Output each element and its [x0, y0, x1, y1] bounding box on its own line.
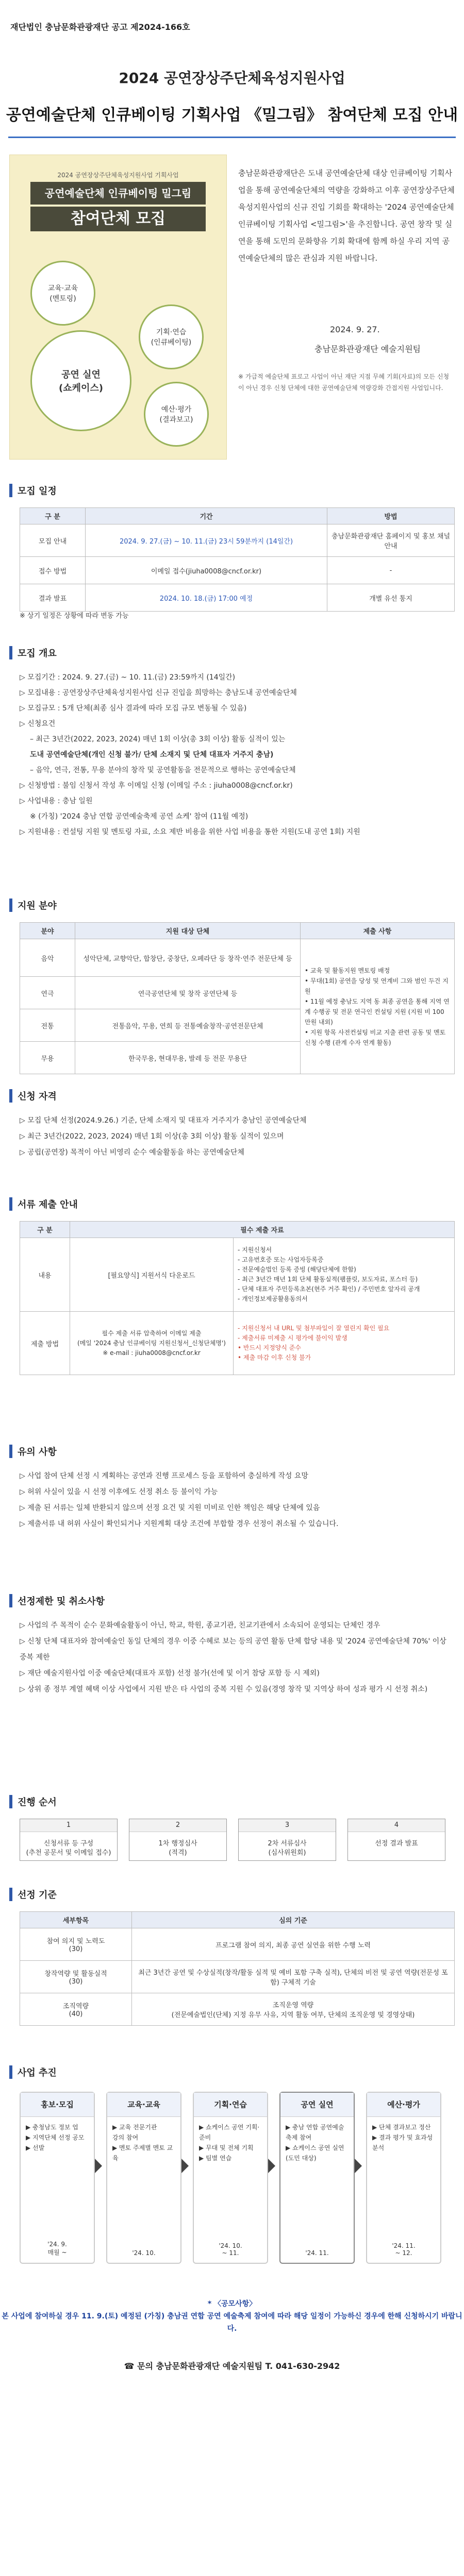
- step-body: ▶ 교육 전문기관 강의 참여 ▶ 멘토 주제별 멘토 교육: [112, 2124, 173, 2162]
- flow-step-text: 2차 서류심사 (심사위원회): [268, 1840, 307, 1857]
- section-title: 모집 일정: [18, 486, 57, 497]
- list-item: ▷ 최근 3년간(2022, 2023, 2024) 매년 1회 이상(총 3회 이상) 활동 실적이 있으며: [20, 1132, 284, 1141]
- step-title: 홍보·모집: [21, 2093, 94, 2117]
- step-body: ▶ 쇼케이스 공연 기획·준비 ▶ 무대 및 전체 기획 ▶ 팀별 연습: [199, 2124, 260, 2162]
- section-bar: [9, 1197, 12, 1211]
- table-row: [20, 1238, 455, 1312]
- table-row: [20, 1961, 455, 1993]
- table-cell: 성악단체, 교향악단, 합창단, 중창단, 오페라단 등 창작·연주 전문단체 등: [75, 939, 301, 977]
- step-body: ▶ 단체 결과보고 정산 ▶ 결과 평가 및 효과성 분석: [372, 2124, 433, 2151]
- table-cell: 한국무용, 현대무용, 발레 등 전문 무용단: [75, 1042, 301, 1074]
- section-title: 선정제한 및 취소사항: [18, 1596, 105, 1607]
- section-title: 모집 개요: [18, 648, 57, 659]
- flow-step: [20, 1819, 118, 1861]
- poster-circle-label: 공연 실연 (쇼케이스): [58, 369, 103, 394]
- table-cell: 창작역량 및 활동실적 (30): [20, 1961, 132, 1993]
- section-bar: [9, 2065, 12, 2079]
- table-cell: 전통: [20, 1009, 75, 1042]
- flow-step-text: 선정 결과 발표: [375, 1840, 418, 1848]
- documents-table: [20, 1221, 455, 1375]
- cautions-list: [20, 1468, 453, 1532]
- arrow-right-icon: [355, 2159, 362, 2173]
- table-header: 세부항목: [20, 1912, 132, 1928]
- section-criteria: [9, 1886, 57, 1903]
- section-bar: [9, 1089, 12, 1103]
- arrow-right-icon: [95, 2159, 102, 2173]
- table-cell: 프로그램 참여 의지, 최종 공연 실연을 위한 수행 노력: [132, 1928, 455, 1961]
- step-body: ▶ 충청남도 정보 업 ▶ 지역단체 선정 공모 ▶ 선발: [26, 2124, 85, 2151]
- arrow-right-icon: [268, 2159, 275, 2173]
- list-item: ▷ 허위 사실이 있을 시 선정 이후에도 선정 취소 등 불이익 가능: [20, 1488, 218, 1496]
- poster-circle-2: [139, 304, 204, 369]
- list-item: ▷ 모집 단체 선정(2024.9.26.) 기준, 단체 소재지 및 대표자 거주지가 충남인 공연예술단체: [20, 1116, 307, 1125]
- section-eligibility: [9, 1087, 57, 1105]
- table-cell: 2024. 9. 27.(금) ~ 10. 11.(금) 23시 59분까지 (14일간): [86, 524, 327, 557]
- intro-paragraph: 충남문화관광재단은 도내 공연예술단체 대상 인큐베이팅 기획사업을 통해 공연예술단체의 역량을 강화하고 이후 공연장상주단체육성지원사업의 신규 진입 기회를 확대하는 '2024 공연예술단체 인큐베이팅 기획사업 <밀그림>'을 추진합니다. 공연 창작 및 실연을 통해 도민의 문화향유 기회 확대에 함께 하실 우리 지역 공연예술단체의 많은 관심과 지원 바랍니다.: [238, 168, 455, 263]
- table-cell: 충남문화관광재단 홈페이지 및 홍보 채널 안내: [327, 524, 455, 557]
- step-title: 기획·연습: [194, 2093, 267, 2117]
- table-cell: 참여 의지 및 노력도 (30): [20, 1928, 132, 1961]
- arrow-right-icon: [181, 2159, 189, 2173]
- table-header: 분야: [20, 923, 75, 939]
- list-item: ▷ 상위 종 정부 계열 혜택 이상 사업에서 지원 받은 타 사업의 중복 지원 수 있음(경영 창작 및 지역상 하여 성과 평가 시 선정 취소): [20, 1685, 428, 1693]
- list-item: ▷ 사업내용 : 충남 일원: [20, 797, 93, 805]
- table-row: [20, 557, 455, 584]
- flow-step-text: 신청서류 등 구성 (추천 공문서 및 이메일 접수): [26, 1840, 111, 1857]
- section-title: 서류 제출 안내: [18, 1199, 78, 1210]
- step-title: 교육·교육: [107, 2093, 180, 2117]
- list-item: – 음악, 연극, 전통, 무용 분야의 창작 및 공연활동을 전문적으로 행하는 공연예술단체: [30, 766, 296, 774]
- section-cautions: [9, 1443, 57, 1460]
- poster-top-text: 2024 공연장상주단체육성지원사업 기획사업: [57, 172, 179, 179]
- flow-step-number: 1: [20, 1819, 117, 1832]
- list-item: ▷ 사업 참여 단체 선정 시 계획하는 공연과 진행 프로세스 등을 포함하여 충실하게 작성 요망: [20, 1472, 308, 1480]
- contact-info: ☎ 문의 충남문화관광재단 예술지원팀 T. 041-630-2942: [124, 2361, 340, 2371]
- page-subtitle: 2024 공연장상주단체육성지원사업: [119, 70, 345, 87]
- flow-step: [129, 1819, 227, 1861]
- section-bar: [9, 1888, 12, 1901]
- table-cell: 접수 방법: [20, 557, 86, 584]
- list-item: ▷ 모집내용 : 공연장상주단체육성지원사업 신규 진입을 희망하는 충남도내 공연예술단체: [20, 689, 297, 697]
- section-title: 진행 순서: [18, 1797, 57, 1808]
- list-item: ▷ 신청 단체 대표자와 참여예술인 동일 단체의 경우 이중 수혜로 보는 등의 공연 활동 단체 합당 내용 및 '2024 공연예술단체 70%' 이상 중복 제한: [20, 1637, 446, 1662]
- list-item: ▷ 모집규모 : 5개 단체(최종 심사 결과에 따라 모집 규모 변동될 수 있음): [20, 704, 247, 713]
- section-title: 지원 분야: [18, 901, 57, 911]
- flow-step-number: 2: [129, 1819, 226, 1832]
- step-card: [193, 2092, 268, 2264]
- table-cell: 전통음악, 무용, 연희 등 전통예술창작·공연전문단체: [75, 1009, 301, 1042]
- section-title: 신청 자격: [18, 1091, 57, 1102]
- table-cell: 연극: [20, 977, 75, 1009]
- list-item: ▷ 사업의 주 목적이 순수 문화예술활동이 아닌, 학교, 학원, 종교기관, 친교기관에서 소속되어 운영되는 단체인 경우: [20, 1621, 380, 1630]
- eligibility-list: [20, 1113, 453, 1161]
- step-date: '24. 10. ~ 11.: [219, 2242, 242, 2257]
- page-title: 공연예술단체 인큐베이팅 기획사업 《밀그림》 참여단체 모집 안내: [6, 106, 458, 124]
- section-support: [9, 896, 57, 914]
- table-cell: [필요양식] 지원서식 다운로드: [70, 1238, 234, 1312]
- section-title: 선정 기준: [18, 1890, 57, 1901]
- list-item: ▷ 공립(공연장) 목적이 아닌 비영리 순수 예술활동을 하는 공연예술단체: [20, 1148, 244, 1157]
- list-item: – 최근 3년간(2022, 2023, 2024) 매년 1회 이상(총 3회 이상) 활동 실적이 있는: [30, 735, 286, 743]
- flow-step-number: 4: [348, 1819, 445, 1832]
- poster-circle-label: 예산·평가 (결과보고): [159, 405, 193, 424]
- table-header: 심의 기준: [132, 1912, 455, 1928]
- table-cell: 최근 3년간 공연 및 수상실적(창작/활동 실적 및 예비 포함 구축 실적), 단체의 비전 및 공연 역량(전문성 포함) 구체적 기술: [132, 1961, 455, 1993]
- list-item: ▷ 신청방법 : 불임 신청서 작성 후 이메일 신청 (이메일 주소 : jiuha0008@cncf.or.kr): [20, 782, 293, 790]
- list-item: ▷ 재단 예술지원사업 이중 예술단체(대표자 포함) 선정 불가(선에 및 이거 참당 포함 등 시 제외): [20, 1669, 320, 1677]
- support-table: [20, 922, 455, 1074]
- poster-circle-1: [30, 261, 95, 326]
- table-cell: • 교육 및 활동지원 멘토링 배정 • 무대(1회) 공연을 당성 및 연계비 그와 범인 두건 지원 • 11월 예정 충남도 지역 동 최종 공연을 통해 지역 연계 수행공 및 전문 연극인 컨설팅 지원 (지원 비 100만원 내외) • 지원 항목 사전컨설팅 비교 지출 관련 공동 및 멘토 신청 수행 (관계 수자 연계 활동): [301, 939, 455, 1074]
- table-header: 제출 사항: [301, 923, 455, 939]
- section-documents: [9, 1195, 78, 1213]
- section-title: 유의 사항: [18, 1447, 57, 1458]
- step-card: [366, 2092, 441, 2264]
- section-flow: [9, 1793, 57, 1810]
- title-divider: [8, 137, 456, 138]
- list-item: ※ (가칭) '2024 충남 연합 공연예술축제 공연 쇼케' 참여 (11월 예정): [30, 812, 248, 821]
- overview-list: [20, 670, 453, 840]
- table-cell: 제출 방법: [20, 1312, 70, 1375]
- table-header: 필수 제출 자료: [70, 1222, 455, 1238]
- section-bar: [9, 646, 12, 659]
- table-row: [20, 1928, 455, 1961]
- table-cell: 연극공연단체 및 창작 공연단체 등: [75, 977, 301, 1009]
- table-cell: 개별 유선 통지: [327, 584, 455, 612]
- announcement-date: 2024. 9. 27.: [330, 325, 380, 334]
- schedule-note: ※ 상기 일정은 상황에 따라 변동 가능: [20, 612, 129, 620]
- table-row: [20, 1993, 455, 2026]
- table-cell: 필수 제출 서류 압축하여 이메일 제출 (메일 '2024 충남 인큐베이팅 지원신청서_신청단체명') ※ e-mail : jiuha0008@cncf.or.kr: [70, 1312, 234, 1375]
- step-card: [106, 2092, 181, 2264]
- poster-circle-label: 교육·교육 (멘토링): [47, 284, 78, 303]
- table-row: [20, 584, 455, 612]
- footnote: * 〈공모사항〉 본 사업에 참여하실 경우 11. 9.(토) 예정된 (가칭) 충남권 연합 공연 예술축제 참여에 따라 해당 일정이 가능하신 경우에 한해 신청하시기 바랍니다.: [2, 2300, 462, 2333]
- list-item: ▷ 제출 된 서류는 일체 반환되지 않으며 선정 요건 및 지원 미비로 인한 책임은 해당 단체에 있음: [20, 1504, 320, 1512]
- section-bar: [9, 899, 12, 912]
- table-row: [20, 1312, 455, 1375]
- note-text: ※ 가급적 예술단체 표로고 사업이 아닌 재단 지점 무혜 기회(자료)의 모든 신청이 아닌 경우 신청 단체에 대한 공연예술단체 역량강화 간접지원 사업입니다.: [238, 373, 450, 392]
- flow-step: [238, 1819, 336, 1861]
- section-steps: [9, 2063, 57, 2081]
- section-bar: [9, 1445, 12, 1458]
- step-title: 공연 실연: [280, 2093, 354, 2117]
- table-cell: 음악: [20, 939, 75, 977]
- list-item: ▷ 제출서류 내 허위 사실이 확인되거나 지원계획 대상 조건에 부합할 경우 선정이 취소될 수 있습니다.: [20, 1520, 339, 1528]
- table-cell: 조직운영 역량 (전문예술법인(단체) 지정 유무 사유, 지역 활동 여부, 단체의 조직운영 및 경영상태): [132, 1993, 455, 2026]
- step-body: ▶ 충남 연합 공연예술 축제 참여 ▶ 쇼케이스 공연 실연 (도민 대상): [286, 2124, 344, 2162]
- step-date: '24. 9. 매월 ~: [47, 2241, 67, 2256]
- table-cell: 결과 발표: [20, 584, 86, 612]
- step-date: '24. 11.: [305, 2249, 329, 2257]
- organization-name: 충남문화관광재단 예술지원팀: [314, 344, 421, 354]
- table-header: 구 분: [20, 508, 86, 524]
- table-cell: 이메일 접수(jiuha0008@cncf.or.kr): [86, 557, 327, 584]
- step-title: 예산·평가: [367, 2093, 440, 2117]
- list-item: 도내 공연예술단체(개인 신청 불가/ 단체 소재지 및 단체 대표자 거주지 충남): [30, 751, 274, 759]
- section-restrictions: [9, 1592, 105, 1609]
- table-row: [20, 524, 455, 557]
- table-header: 구 분: [20, 1222, 70, 1238]
- list-item: ▷ 모집기간 : 2024. 9. 27.(금) ~ 10. 11.(금) 23:59까지 (14일간): [20, 673, 236, 682]
- step-date: '24. 10.: [132, 2249, 156, 2257]
- table-row: [20, 939, 455, 977]
- poster-circle-label: 기획·연습 (인큐베이팅): [151, 328, 192, 347]
- poster-circle-3: [30, 330, 131, 431]
- restrictions-list: [20, 1618, 453, 1698]
- flow-step-text: 1차 행정심사 (적격): [158, 1840, 197, 1857]
- table-header: 방법: [327, 508, 455, 524]
- table-cell: - 지원신청서 내 URL 및 첨부파일이 잘 열린지 확인 필요 - 제출서류 미제출 시 평가에 불이익 발생 • 반드시 지정양식 준수 • 제출 마감 이후 신청 불가: [234, 1312, 455, 1375]
- table-cell: 모집 안내: [20, 524, 86, 557]
- table-header: 지원 대상 단체: [75, 923, 301, 939]
- notice-number: 재단법인 충남문화관광재단 공고 제2024-166호: [10, 22, 190, 32]
- table-cell: -: [327, 557, 455, 584]
- table-cell: 2024. 10. 18.(금) 17:00 예정: [86, 584, 327, 612]
- section-overview: [9, 644, 57, 662]
- table-header: 기간: [86, 508, 327, 524]
- section-bar: [9, 484, 12, 497]
- poster-band-2: 참여단체 모집: [30, 207, 206, 231]
- table-cell: 조직역량 (40): [20, 1993, 132, 2026]
- title-block: [0, 67, 464, 125]
- step-card: [20, 2092, 95, 2264]
- section-title: 사업 추진: [18, 2067, 57, 2078]
- table-cell: - 지원신청서 - 고유번호증 또는 사업자등록증 - 전문예술법인 등록 증빙 (해당단체에 한함) - 최근 3년간 매년 1회 단체 활동실적(팸플릿, 보도자료, 포스터 등) - 단체 대표자 주민등록초본(현주 거주 확인) / 주민번호 앞자리 공개 - 개인정보제공활용동의서: [234, 1238, 455, 1312]
- table-cell: 무용: [20, 1042, 75, 1074]
- step-date: '24. 11. ~ 12.: [392, 2242, 416, 2257]
- schedule-table: [20, 507, 455, 612]
- table-cell: 내용: [20, 1238, 70, 1312]
- step-card: [279, 2092, 355, 2264]
- section-bar: [9, 1795, 12, 1808]
- poster-band-1: 공연예술단체 인큐베이팅 밀그림: [30, 182, 206, 205]
- flow-step: [347, 1819, 445, 1861]
- section-bar: [9, 1594, 12, 1607]
- poster-circle-4: [144, 382, 209, 447]
- poster-image: [9, 155, 227, 460]
- list-item: ▷ 신청요건: [20, 720, 56, 728]
- list-item: ▷ 지원내용 : 컨설팅 지원 및 멘토링 자료, 소요 제반 비용을 위한 사업 비용을 통한 지원(도내 공연 1회) 지원: [20, 828, 360, 836]
- criteria-table: [20, 1911, 455, 2026]
- section-schedule: [9, 482, 57, 499]
- flow-step-number: 3: [239, 1819, 336, 1832]
